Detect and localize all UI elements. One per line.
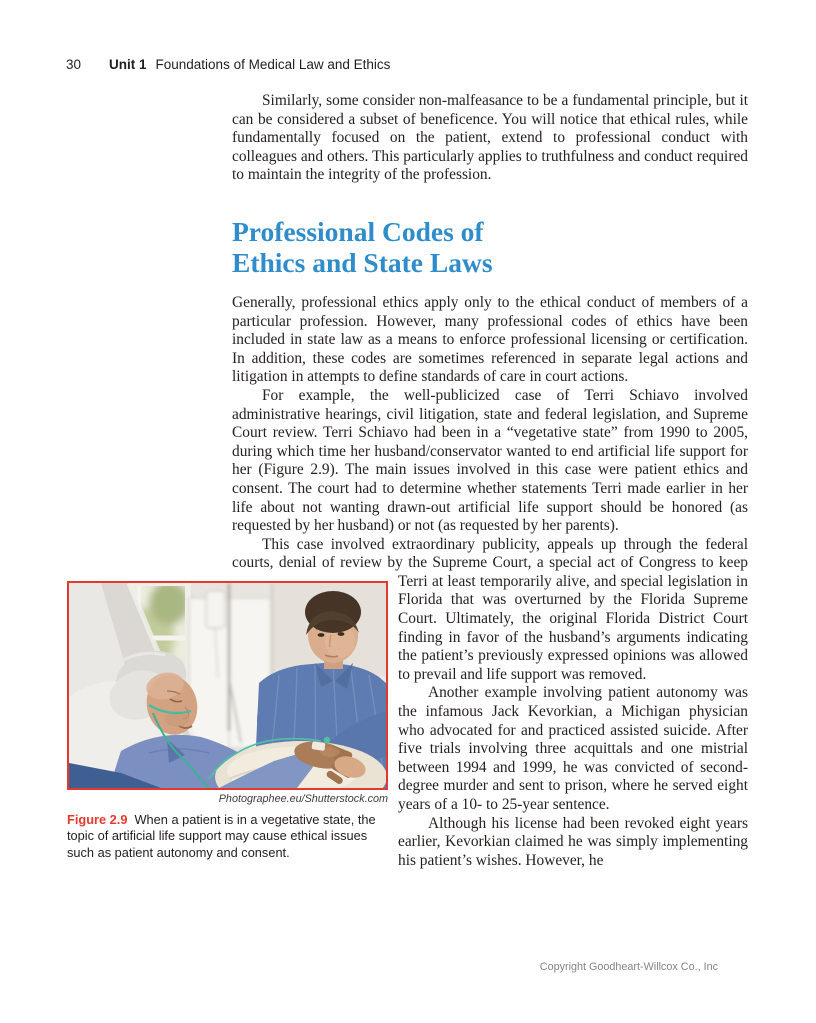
figure-credit: Photographee.eu/Shutterstock.com	[218, 792, 388, 805]
section-heading	[232, 216, 748, 278]
paragraph-kevorkian: Another example involving patient autonomy was the infamous Jack Kevorkian, a Michigan physician who advocated for and practiced assisted suicide. After five trials involving three acquittals and one mistrial between 1994 and 1999, he was convicted of second-degree murder and sent to prison, where he served eight years of a 10- to 25-year sentence.	[398, 684, 748, 813]
paragraph-terri-schiavo: For example, the well-publicized case of Terri Schiavo involved administrative hearings, civil litigation, state and federal legislation, and Supreme Court review. Terri Schiavo had been in a “vegetative state” from 1990 to 2005, during which time her husband/conservator wanted to end artificial life support for her (Figure 2.9). The main issues involved in this case were patient ethics and consent. The court had to determine whether statements Terri made earlier in her life about not wanting drawn-out artificial life support should be honored (as requested by her husband) or not (as requested by her parents).	[232, 386, 748, 535]
figure-2-9	[67, 581, 388, 862]
figure-caption-text: When a patient is in a vegetative state, the topic of artificial life support may cause ethical issues such as patient autonomy and consent.	[67, 811, 376, 860]
paragraph-case-publicity-wrap: in Florida that was overturned by the Florida Supreme Court. Ultimately, the original Florida District Court finding in favor of the husband’s arguments indicating the patient’s previously expressed opinions was allowed to prevail and life support was removed.	[398, 572, 748, 683]
hospital-bed-photo-illustration	[69, 583, 386, 788]
body-column	[67, 92, 748, 870]
paragraph-case-publicity-lead: This case involved extraordinary publicity, appeals up through the federal courts, denial of review by the Supreme Court, a special act of Congress to keep Terri at least temporarily alive, and special legislation	[232, 535, 748, 590]
paragraph-professional-ethics: Generally, professional ethics apply only to the ethical conduct of members of a particular profession. However, many professional codes of ethics have been included in state law as a means to enforce professional licensing or certification. In addition, these codes are sometimes referenced in separate legal actions and litigation in attempts to define standards of care in court actions.	[232, 293, 748, 386]
copyright-footer: Copyright Goodheart-Willcox Co., Inc	[539, 961, 718, 973]
paragraph-non-malfeasance: Similarly, some consider non-malfeasance to be a fundamental principle, but it can be considered a subset of beneficence. You will notice that ethical rules, while fundamentally focused on the patient, extend to professional conduct with colleagues and others. This particularly applies to truthfulness and conduct required to maintain the integrity of the profession.	[232, 92, 748, 184]
running-head	[66, 57, 390, 72]
page-number: 30	[66, 57, 82, 72]
unit-title: Foundations of Medical Law and Ethics	[155, 57, 391, 72]
unit-label: Unit 1	[109, 57, 147, 72]
figure-caption	[67, 812, 388, 862]
section-heading-line1: Professional Codes of	[232, 215, 484, 247]
paragraph-kevorkian-license: Although his license had been revoked eight years earlier, Kevorkian claimed he was simply implementing his patient’s wishes. However, he	[398, 814, 748, 869]
figure-photo	[67, 581, 388, 790]
section-heading-line2: Ethics and State Laws	[232, 246, 493, 278]
figure-label: Figure 2.9	[67, 811, 128, 827]
